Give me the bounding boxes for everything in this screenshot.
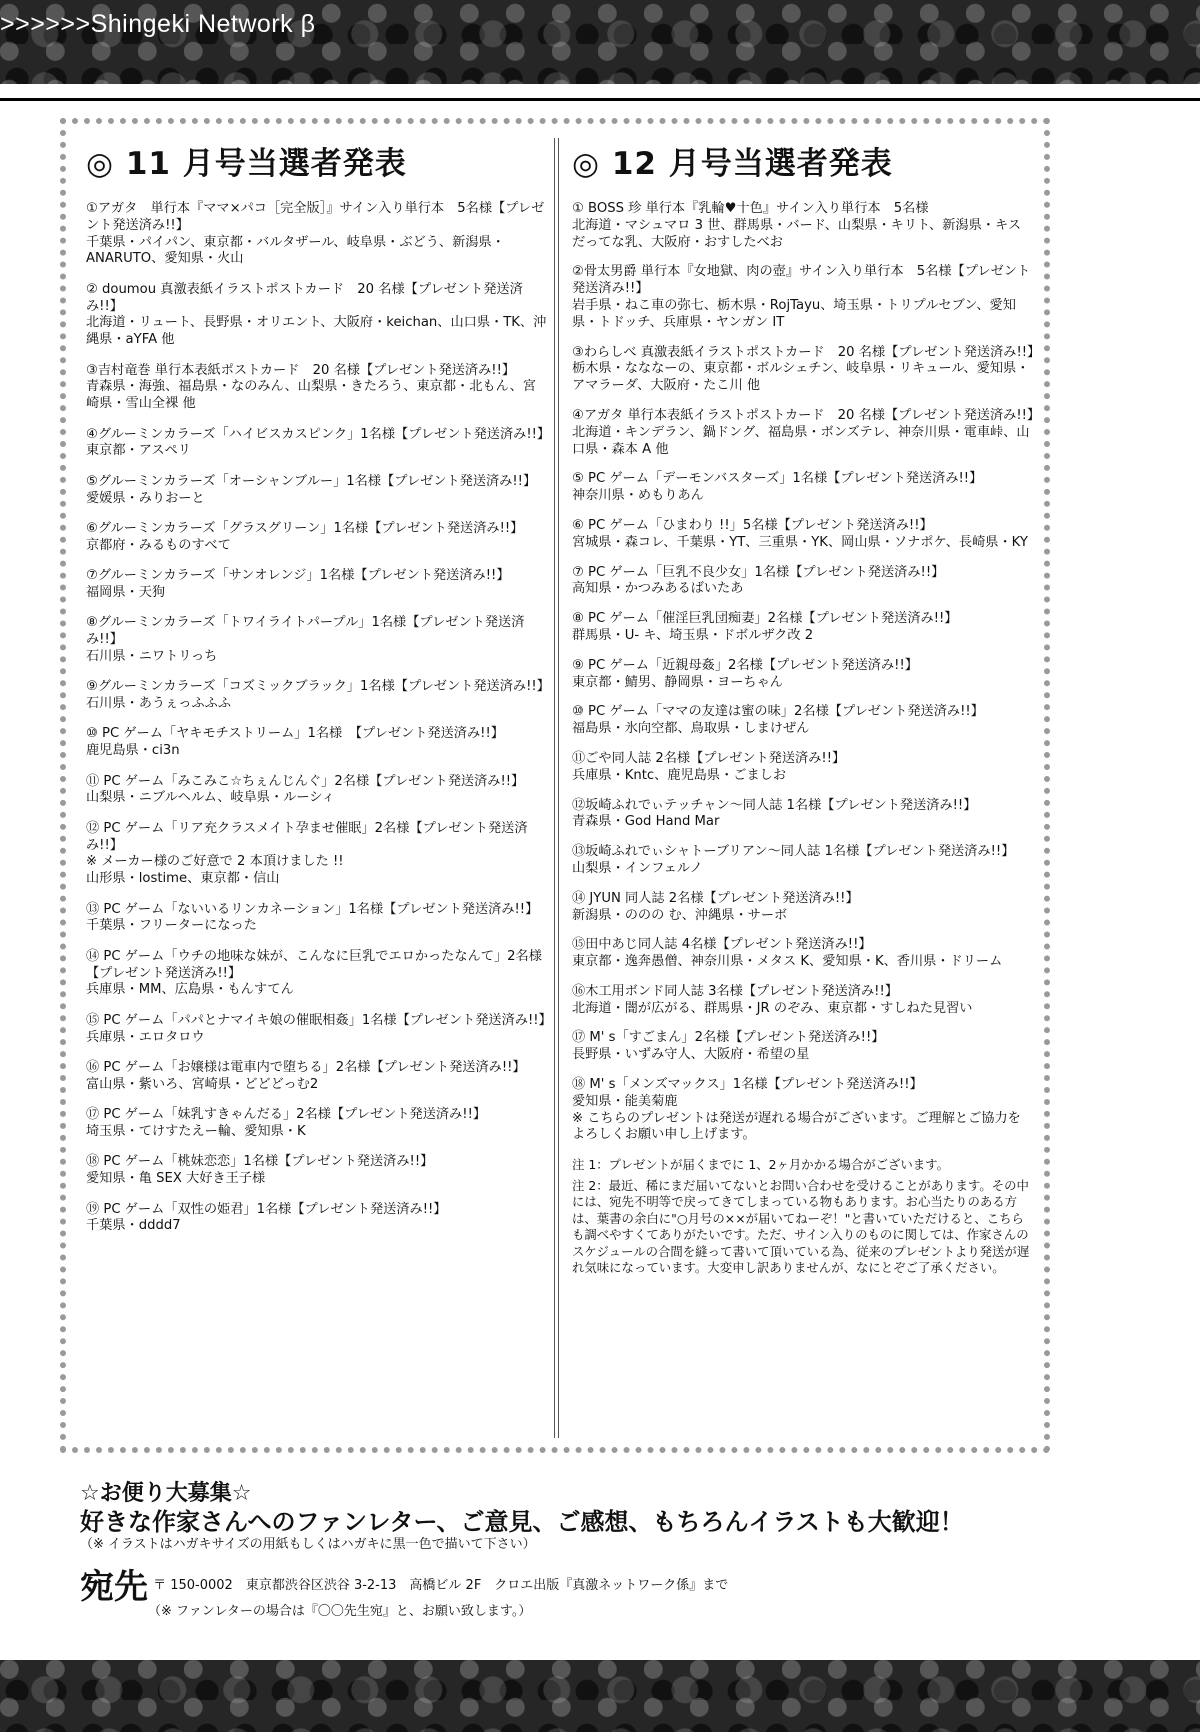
winner-entry <box>572 798 1034 832</box>
note-1: 注 1：プレゼントが届くまでに 1、2ヶ月かかる場合がございます。 <box>572 1157 949 1173</box>
address-text: 〒 150-0002 東京都渋谷区渋谷 3-2-13 高橋ビル 2F クロエ出版『真激ネットワーク係』まで <box>153 1578 729 1593</box>
winner-entry <box>86 615 548 665</box>
winner-entry <box>572 611 1034 645</box>
entry-winners: 兵庫県・MM、広島県・もんすてん <box>86 982 294 998</box>
entry-winners: 北海道・マシュマロ 3 世、群馬県・バード、山梨県・キリト、新潟県・キスだってな乳、大阪府・おすしたべお <box>572 217 1022 250</box>
winner-entry <box>86 902 548 936</box>
entry-winners: 兵庫県・Kntc、鹿児島県・ごましお <box>572 767 787 783</box>
entry-prize: ⑦ PC ゲーム「巨乳不良少女」1名様【プレゼント発送済み!!】 <box>572 564 945 580</box>
entry-winners: 宮城県・森コレ、千葉県・YT、三重県・YK、岡山県・ソナポケ、長崎県・KY <box>572 534 1028 550</box>
entry-prize: ②骨太男爵 単行本『女地獄、肉の壺』サイン入り単行本 5名様【プレゼント発送済み!!】 <box>572 264 1031 297</box>
entry-winners: 京都府・みるものすべて <box>86 537 231 553</box>
entry-prize: ④アガタ 単行本表紙イラストポストカード 20 名様【プレゼント発送済み!!】 <box>572 407 1041 423</box>
entry-note: ※ こちらのプレゼントは発送が遅れる場合がございます。ご理解とご協力をよろしくお願い申し上げます。 <box>572 1110 1021 1143</box>
winner-entry <box>86 201 548 268</box>
winner-entry <box>86 363 548 413</box>
address-label: 宛先 <box>80 1567 148 1607</box>
winner-entry <box>86 1154 548 1188</box>
winner-entry <box>86 949 548 999</box>
entry-winners: 高知県・かつみあるばいたあ <box>572 581 744 597</box>
winner-entry <box>572 844 1034 878</box>
entry-prize: ⑥グルーミンカラーズ「グラスグリーン」1名様【プレゼント発送済み!!】 <box>86 520 524 536</box>
winner-entry <box>572 751 1034 785</box>
entry-prize: ⑧ PC ゲーム「催淫巨乳団痴妻」2名様【プレゼント発送済み!!】 <box>572 611 958 627</box>
entry-prize: ① BOSS 珍 単行本『乳輪♥十色』サイン入り単行本 5名様 <box>572 201 929 216</box>
entry-prize: ③わらしべ 真激表紙イラストポストカード 20 名様【プレゼント発送済み!!】 <box>572 344 1041 360</box>
entry-prize: ①アガタ 単行本『ママ×パコ［完全版］』サイン入り単行本 5名様【プレゼント発送済み!!】 <box>86 201 545 233</box>
column-divider <box>554 138 559 1438</box>
entry-winners: 埼玉県・てけすたえー輪、愛知県・K <box>86 1123 306 1139</box>
entry-winners: 北海道・闇が広がる、群馬県・JR のぞみ、東京都・すしねた見習い <box>572 1000 973 1016</box>
entry-winners: 千葉県・dddd7 <box>86 1218 181 1234</box>
entry-winners: 千葉県・パイパン、東京都・バルタザール、岐阜県・ぶどう、新潟県・ANARUTO、愛知県・火山 <box>86 234 505 267</box>
entry-prize: ⑨ PC ゲーム「近親母姦」2名様【プレゼント発送済み!!】 <box>572 657 918 673</box>
december-entry-list <box>572 201 1041 1144</box>
entry-winners: 新潟県・ののの む、沖縄県・サーボ <box>572 907 788 923</box>
recruit-section <box>80 1476 1080 1619</box>
winner-entry <box>86 568 548 602</box>
entry-prize: ⑮田中あじ同人誌 4名様【プレゼント発送済み!!】 <box>572 937 872 953</box>
entry-prize: ⑱ M' s「メンズマックス」1名様【プレゼント発送済み!!】 <box>572 1077 923 1093</box>
december-title: ◎ 12 月号当選者発表 <box>572 146 893 182</box>
entry-prize: ⑤ PC ゲーム「デーモンバスターズ」1名様【プレゼント発送済み!!】 <box>572 471 983 487</box>
entry-prize: ⑩ PC ゲーム「ママの友達は蜜の味」2名様【プレゼント発送済み!!】 <box>572 704 984 720</box>
winner-entry <box>572 344 1041 395</box>
winner-entry <box>86 1060 548 1094</box>
entry-prize: ⑲ PC ゲーム「双性の姫君」1名様【プレゼント発送済み!!】 <box>86 1201 447 1217</box>
entry-winners: 北海道・キンデラン、鍋ドング、福島県・ボンズテレ、神奈川県・電車峠、山口県・森本 A 他 <box>572 424 1030 457</box>
entry-winners: 愛媛県・みりおーと <box>86 490 205 506</box>
entry-winners: 東京都・アスペリ <box>86 443 191 459</box>
recruit-note: （※ イラストはハガキサイズの用紙もしくはハガキに黒一色で描いて下さい） <box>80 1537 536 1552</box>
address-note: （※ ファンレターの場合は『〇〇先生宛』と、お願い致します。） <box>148 1604 532 1619</box>
top-rule <box>0 98 1200 101</box>
winner-entry <box>86 821 548 888</box>
entry-winners: 群馬県・U- キ、埼玉県・ドボルザク改 2 <box>572 627 814 643</box>
entry-prize: ⑫坂崎ふれでぃテッチャン～同人誌 1名様【プレゼント発送済み!!】 <box>572 797 977 813</box>
winner-entry <box>86 726 548 760</box>
entry-prize: ② doumou 真激表紙イラストポストカード 20 名様【プレゼント発送済み!!】 <box>86 281 523 314</box>
winner-entry <box>86 774 548 808</box>
entry-prize: ⑮ PC ゲーム「パパとナマイキ娘の催眠相姦」1名様【プレゼント発送済み!!】 <box>86 1012 552 1028</box>
winner-entry <box>572 565 1034 599</box>
entry-winners: 愛知県・能美菊鹿 <box>572 1093 678 1109</box>
entry-prize: ④グルーミンカラーズ「ハイビスカスピンク」1名様【プレゼント発送済み!!】 <box>86 426 551 442</box>
entry-winners: 青森県・God Hand Mar <box>572 814 720 830</box>
entry-prize: ⑧グルーミンカラーズ「トワイライトパープル」1名様【プレゼント発送済み!!】 <box>86 615 525 648</box>
november-entry-list <box>86 201 552 1235</box>
winner-entry <box>572 407 1041 458</box>
entry-winners: 石川県・ニワトリっち <box>86 648 218 664</box>
december-winners-column <box>572 138 1041 1277</box>
winner-entry <box>572 201 1034 251</box>
winner-entry <box>572 1030 1034 1064</box>
entry-prize: ⑯木工用ボンド同人誌 3名様【プレゼント発送済み!!】 <box>572 983 898 999</box>
winner-entry <box>86 1012 552 1047</box>
entry-winners: 千葉県・フリーターになった <box>86 918 257 934</box>
entry-prize: ⑬坂崎ふれでぃシャトーブリアン～同人誌 1名様【プレゼント発送済み!!】 <box>572 844 1015 860</box>
entry-prize: ⑩ PC ゲーム「ヤキモチストリーム」1名様 【プレゼント発送済み!!】 <box>86 726 504 742</box>
winner-entry <box>86 521 548 555</box>
winner-entry <box>572 1077 1034 1144</box>
entry-winners: 石川県・あうぇっふふふ <box>86 696 232 712</box>
november-winners-column <box>86 138 552 1249</box>
entry-winners: 福島県・氷向空都、鳥取県・しまけぜん <box>572 721 810 737</box>
entry-prize: ⑯ PC ゲーム「お嬢様は電車内で堕ちる」2名様【プレゼント発送済み!!】 <box>86 1059 526 1075</box>
entry-winners: 山形県・lostime、東京都・信山 <box>86 871 280 887</box>
entry-prize: ⑪ごや同人誌 2名様【プレゼント発送済み!!】 <box>572 750 846 766</box>
entry-winners: 鹿児島県・ci3n <box>86 743 180 759</box>
header-band <box>0 0 1200 88</box>
winner-entry <box>86 282 548 349</box>
header-edge <box>0 84 1200 88</box>
entry-prize: ⑰ M' s「すごまん」2名様【プレゼント発送済み!!】 <box>572 1030 885 1046</box>
entry-winners: 兵庫県・エロタロウ <box>86 1029 205 1045</box>
entry-winners: 富山県・紫いろ、宮崎県・どどどっむ2 <box>86 1076 319 1092</box>
entry-winners: 青森県・海強、福島県・なのみん、山梨県・きたろう、東京都・北もん、宮崎県・雪山全裸 他 <box>86 379 536 412</box>
winner-entry <box>86 1107 548 1141</box>
entry-winners: 岩手県・ねこ車の弥七、栃木県・RojTayu、埼玉県・トリプルセブン、愛知県・トドッチ、兵庫県・ヤンガン IT <box>572 297 1016 330</box>
entry-winners: 山梨県・インフェルノ <box>572 860 703 876</box>
header-title: >>>>>>Shingeki Network β <box>0 10 316 38</box>
winner-entry <box>572 518 1034 552</box>
entry-winners: 神奈川県・めもりあん <box>572 488 704 504</box>
entry-prize: ⑦グルーミンカラーズ「サンオレンジ」1名様【プレゼント発送済み!!】 <box>86 568 510 584</box>
winner-entry <box>86 1202 548 1236</box>
entry-prize: ⑭ PC ゲーム「ウチの地味な妹が、こんなに巨乳でエロかったなんて」2名様【プレゼント発送済み!!】 <box>86 948 542 981</box>
entry-prize: ③吉村竜巻 単行本表紙ポストカード 20 名様【プレゼント発送済み!!】 <box>86 362 516 378</box>
entry-winners: 福岡県・天狗 <box>86 584 166 600</box>
entry-winners: 山梨県・ニブルヘルム、岐阜県・ルーシィ <box>86 790 335 806</box>
entry-winners: 北海道・リュート、長野県・オリエント、大阪府・keichan、山口県・TK、沖縄県・aYFA 他 <box>86 315 547 348</box>
winner-entry <box>572 891 1034 925</box>
note-2: 注 2：最近、稀にまだ届いてないとお問い合わせを受けることがあります。その中には、宛先不明等で戻ってきてしまっている物もあります。お心当たりのある方は、葉書の余白に"○月号の××が届いてねーぞ！"と書いていただけると、こちらも調べやすくてありがたいです。ただ、サイン入りのものに関しては、作家さんのスケジュールの合間を縫って書いて頂いている為、従来のプレゼントより発送が遅れ気味になっています。大変申し訳ありませんが、なにとぞご了承ください。 <box>572 1177 1030 1276</box>
entry-winners: 愛知県・亀 SEX 大好き王子様 <box>86 1171 266 1187</box>
entry-winners: 栃木県・なななーの、東京都・ボルシェチン、岐阜県・リキュール、愛知県・アマラーダ、大阪府・たこ川 他 <box>572 361 1030 394</box>
entry-prize: ⑨グルーミンカラーズ「コズミックブラック」1名様【プレゼント発送済み!!】 <box>86 679 550 695</box>
entry-winners: 東京都・逸奔愚僧、神奈川県・メタス K、愛知県・K、香川県・ドリーム <box>572 954 1003 970</box>
recruit-title: ☆お便り大募集☆ <box>80 1481 252 1506</box>
november-title: ◎ 11 月号当選者発表 <box>86 146 407 182</box>
winner-entry <box>572 704 1034 738</box>
footer-band <box>0 1656 1200 1732</box>
entry-prize: ⑱ PC ゲーム「桃妹恋恋」1名様【プレゼント発送済み!!】 <box>86 1154 434 1170</box>
entry-prize: ⑭ JYUN 同人誌 2名様【プレゼント発送済み!!】 <box>572 890 859 906</box>
entry-prize: ⑪ PC ゲーム「みこみこ☆ちぇんじんぐ」2名様【プレゼント発送済み!!】 <box>86 773 525 789</box>
winner-entry <box>86 474 548 508</box>
entry-note: ※ メーカー様のご好意で 2 本頂けました !! <box>86 854 344 870</box>
entry-winners: 長野県・いずみ守人、大阪府・希望の星 <box>572 1047 810 1063</box>
winner-entry <box>86 679 548 713</box>
entry-prize: ⑥ PC ゲーム「ひまわり !!」5名様【プレゼント発送済み!!】 <box>572 517 933 533</box>
entry-prize: ⑬ PC ゲーム「ないいるリンカネーション」1名様【プレゼント発送済み!!】 <box>86 901 539 917</box>
entry-prize: ⑰ PC ゲーム「妹乳すきゃんだる」2名様【プレゼント発送済み!!】 <box>86 1107 487 1123</box>
entry-prize: ⑤グルーミンカラーズ「オーシャンブルー」1名様【プレゼント発送済み!!】 <box>86 473 537 489</box>
winner-entry <box>572 658 1034 692</box>
winner-entry <box>572 937 1034 971</box>
recruit-message: 好きな作家さんへのファンレター、ご意見、ご感想、もちろんイラストも大歓迎！ <box>80 1508 964 1536</box>
winner-entry <box>572 471 1034 505</box>
winner-entry <box>86 426 551 461</box>
winner-entry <box>572 264 1034 331</box>
entry-prize: ⑫ PC ゲーム「リア充クラスメイト孕ませ催眠」2名様【プレゼント発送済み!!】 <box>86 820 528 853</box>
winner-entry <box>572 984 1034 1018</box>
footer-edge <box>0 1656 1200 1660</box>
entry-winners: 東京都・鯖男、静岡県・ヨーちゃん <box>572 674 783 690</box>
